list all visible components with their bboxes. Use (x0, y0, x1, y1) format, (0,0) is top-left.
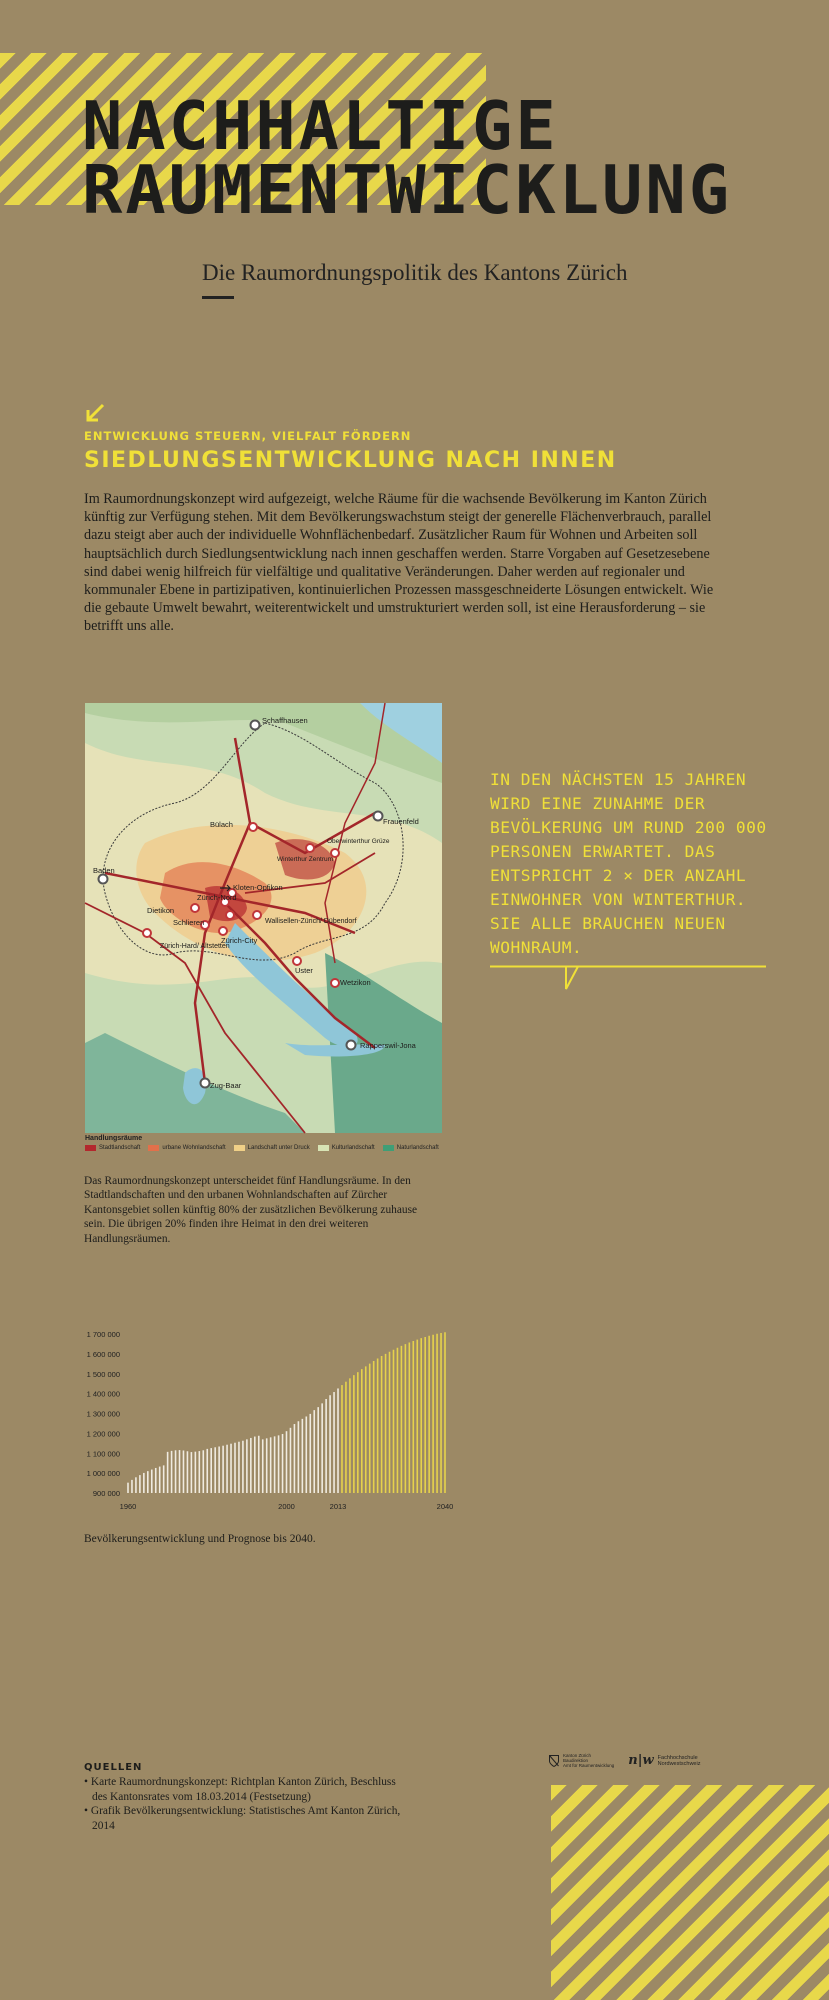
canton-line: Amt für Raumentwicklung (563, 1763, 615, 1768)
sources-title: QUELLEN (84, 1762, 143, 1773)
legend-title: Handlungsräume (85, 1135, 143, 1142)
page-title-line1: NACHHALTIGE (82, 87, 559, 165)
map-label: Winterthur Zentrum (277, 856, 333, 863)
y-tick-label: 1 300 000 (86, 1409, 120, 1419)
legend-swatch (148, 1145, 159, 1151)
map-label: Baden (93, 866, 115, 875)
y-tick-label: 1 100 000 (86, 1449, 120, 1459)
map-label: Oberwinterthur Grüze (327, 838, 390, 845)
fhnw-line: Nordwestschweiz (657, 1760, 701, 1767)
page-title-line2: RAUMENTWICKLUNG (82, 151, 733, 229)
logos (549, 1753, 700, 1768)
map-label: Rapperswil-Jona (360, 1041, 416, 1050)
source-text: Karte Raumordnungskonzept: Richtplan Kanton Zürich, Beschluss des Kantonsrates vom 18.03.2014 (Festsetzung) (90, 1776, 396, 1803)
x-tick-label: 2000 (278, 1502, 295, 1511)
legend-swatch (234, 1145, 245, 1151)
map-legend (85, 1135, 455, 1151)
map-label: Wetzikon (340, 978, 371, 987)
legend-label: urbane Wohnlandschaft (162, 1145, 226, 1151)
map-label: Kloten-Opfikon (233, 883, 283, 892)
y-tick-label: 1 500 000 (86, 1369, 120, 1379)
section-kicker: ENTWICKLUNG STEUERN, VIELFALT FÖRDERN (84, 429, 412, 443)
legend-label: Naturlandschaft (396, 1145, 439, 1151)
intro-paragraph: Im Raumordnungskonzept wird aufgezeigt, welche Räume für die wachsende Bevölkerung im Kanton Zürich künftig zur Verfügung stehen. Mit dem Bevölkerungswachstum steigt der generelle Flächenverbrauch, parallel dazu steigt aber auch der individuelle Wohnflächenbedarf. Zusätzlicher Raum für Wohnen und Arbeiten soll hauptsächlich durch Siedlungsentwicklung nach innen geschaffen werden. Starre Vorgaben auf Gesetzesebene sind dabei wenig hilfreich für vielfältige und qualitative Veränderungen. Daher werden auf regionaler und kommunaler Ebene in partizipativen, kontinuierlichen Prozessen massgeschneiderte Lösungen entwickelt. Wie die gebaute Umwelt bewahrt, weiterentwickelt und umstrukturiert werden soll, ist eine Herausforderung – sie betrifft uns alle. (84, 491, 714, 635)
y-tick-label: 1 400 000 (86, 1389, 120, 1399)
map-label: Zug-Baar (210, 1081, 242, 1090)
y-tick-label: 1 000 000 (86, 1469, 120, 1479)
y-tick-label: 1 600 000 (86, 1349, 120, 1359)
legend-swatch (85, 1145, 96, 1151)
map-caption: Das Raumordnungskonzept unterscheidet fünf Handlungsräume. In den Stadtlandschaften und den urbanen Wohnlandschaften auf Zürcher Kantonsgebiet sollen künftig 80% der zusätzlichen Bevölkerung zuhause sein. Die übrigen 20% finden ihre Heimat in den drei weiteren Handlungsräumen. (84, 1175, 418, 1245)
section-heading: SIEDLUNGSENTWICKLUNG NACH INNEN (84, 448, 617, 473)
map-label: Zürich-Hard/ Altstetten (160, 943, 230, 950)
page-subtitle: Die Raumordnungspolitik des Kantons Zürich (202, 260, 628, 285)
map-label: Zürich-Nord (197, 893, 237, 902)
page-title (82, 87, 733, 229)
canton-shield-icon (549, 1755, 559, 1767)
speech-bubble-line (490, 965, 766, 993)
legend-label: Landschaft unter Druck (247, 1145, 310, 1151)
map-label: Schaffhausen (262, 716, 308, 725)
legend-item (383, 1145, 439, 1151)
source-item: • Karte Raumordnungskonzept: Richtplan Kanton Zürich, Beschluss des Kantonsrates vom 18.03.2014 (Festsetzung) (84, 1776, 396, 1803)
chart-caption: Bevölkerungsentwicklung und Prognose bis 2040. (84, 1533, 316, 1545)
decorative-stripes-bottom (551, 1785, 829, 2000)
y-tick-label: 900 000 (92, 1489, 120, 1498)
legend-item (148, 1145, 225, 1151)
x-tick-label: 1960 (119, 1502, 137, 1511)
legend-item (234, 1145, 310, 1151)
fhnw-mark: n|w (628, 1752, 654, 1768)
spatial-concept-map (85, 703, 442, 1133)
legend-item (318, 1145, 375, 1151)
x-tick-label: 2013 (329, 1502, 347, 1511)
legend-swatch (318, 1145, 329, 1151)
source-item: • Grafik Bevölkerungsentwicklung: Statistisches Amt Kanton Zürich, 2014 (84, 1805, 401, 1832)
callout-quote: IN DEN NÄCHSTEN 15 JAHREN WIRD EINE ZUNAHME DER BEVÖLKERUNG UM RUND 200 000 PERSONEN ERWARTET. DAS ENTSPRICHT 2 × DER ANZAHL EINWOHNER VON WINTERTHUR. SIE ALLE BRAUCHEN NEUEN WOHNRAUM. (490, 770, 767, 957)
map-label: Dietikon (147, 906, 175, 915)
legend-item (85, 1145, 140, 1151)
fhnw-line: Fachhochschule (657, 1754, 698, 1761)
arrow-down-left-icon (84, 402, 106, 424)
population-chart (80, 1328, 454, 1520)
map-label: Frauenfeld (383, 817, 419, 826)
canton-line: Baudirektion (563, 1758, 589, 1763)
sources-list (84, 1775, 404, 1833)
fhnw-logo (628, 1752, 701, 1768)
canton-line: Kanton Zürich (563, 1753, 592, 1758)
y-tick-label: 1 700 000 (86, 1330, 120, 1339)
subtitle-rule (202, 296, 234, 299)
map-label: Schlieren (173, 918, 205, 927)
canton-logo (549, 1753, 614, 1768)
source-text: Grafik Bevölkerungsentwicklung: Statistisches Amt Kanton Zürich, 2014 (90, 1805, 401, 1832)
x-tick-label: 2040 (436, 1502, 454, 1511)
legend-label: Stadtlandschaft (99, 1145, 141, 1151)
legend-row (85, 1145, 455, 1151)
y-tick-label: 1 200 000 (86, 1429, 120, 1439)
legend-label: Kulturlandschaft (331, 1145, 375, 1151)
map-label: Zürich-City (221, 936, 258, 945)
map-label: Wallisellen-Zürich/ Dübendorf (265, 918, 357, 925)
map-label: Uster (295, 966, 313, 975)
legend-swatch (383, 1145, 394, 1151)
map-label: Bülach (210, 820, 233, 829)
